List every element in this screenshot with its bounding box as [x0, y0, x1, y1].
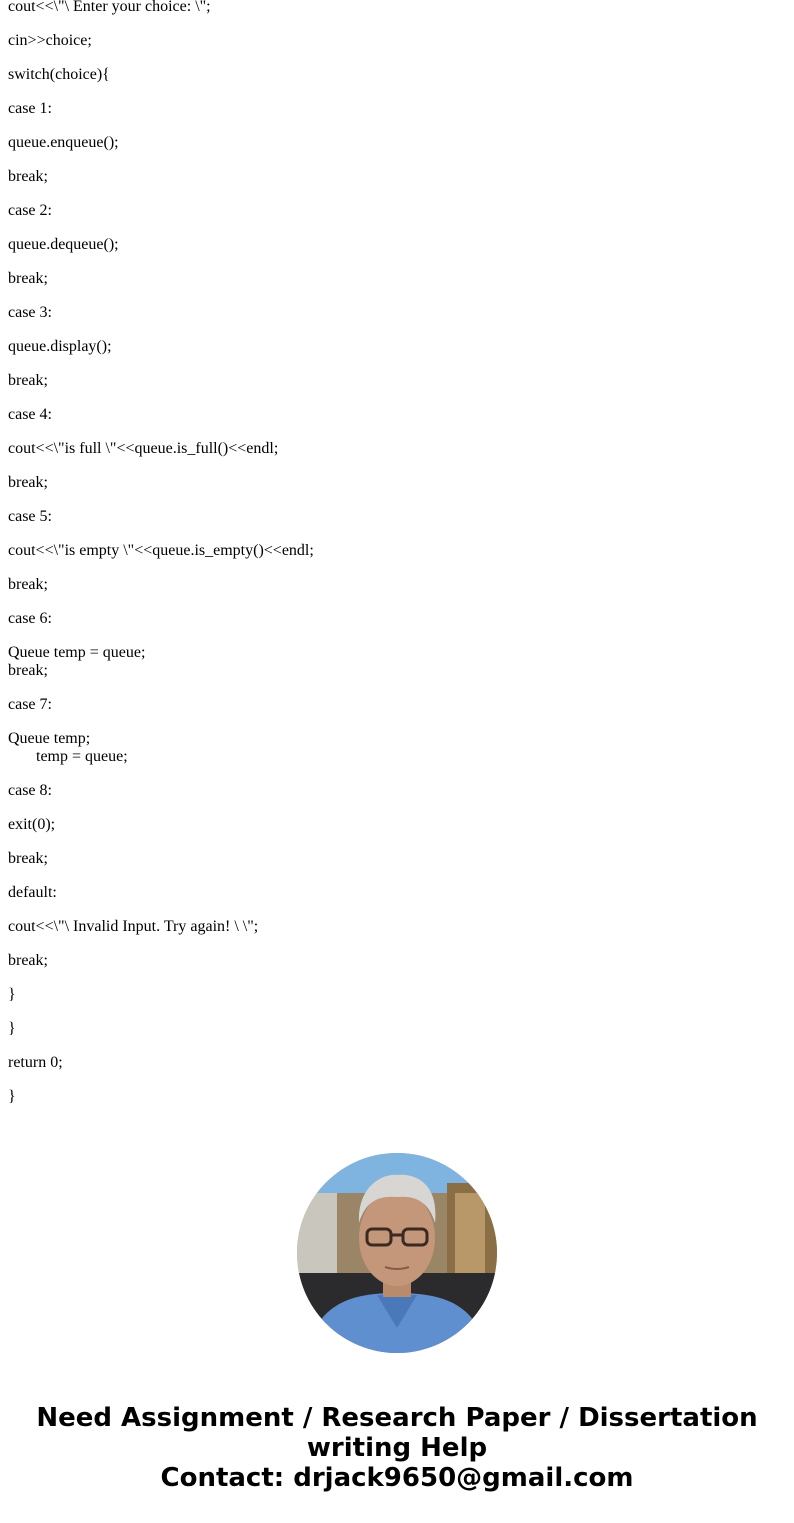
code-text: cout<<\"is full \"<<queue.is_full()<<endl; [8, 440, 279, 457]
code-text: break; [8, 662, 48, 679]
code-line [8, 610, 778, 628]
code-listing [8, 0, 778, 1122]
code-text: cout<<\"\ Invalid Input. Try again! \ \"; [8, 918, 259, 935]
code-line [8, 32, 778, 50]
footer-line-2: writing Help [306, 1433, 488, 1463]
code-text: case 5: [8, 508, 52, 525]
code-text: queue.display(); [8, 338, 112, 355]
code-text: break; [8, 372, 48, 389]
code-line [8, 304, 778, 322]
code-text: case 7: [8, 696, 52, 713]
code-text: break; [8, 474, 48, 491]
code-text: exit(0); [8, 816, 56, 833]
code-line [8, 730, 778, 766]
code-line [8, 782, 778, 800]
code-text: break; [8, 270, 48, 287]
footer-line-1: Need Assignment / Research Paper / Dissertation [36, 1403, 758, 1433]
code-line [8, 66, 778, 84]
code-text: case 2: [8, 202, 52, 219]
code-text: queue.enqueue(); [8, 134, 119, 151]
code-line [8, 372, 778, 390]
code-line [8, 508, 778, 526]
code-text: case 3: [8, 304, 52, 321]
code-line [8, 1054, 778, 1072]
code-line [8, 202, 778, 220]
code-line [8, 236, 778, 254]
code-text: break; [8, 576, 48, 593]
code-text: default: [8, 884, 57, 901]
code-line [8, 338, 778, 356]
code-text: break; [8, 168, 48, 185]
code-text: break; [8, 952, 48, 969]
code-text: case 1: [8, 100, 52, 117]
code-line [8, 644, 778, 680]
code-text: cin>>choice; [8, 32, 92, 49]
contact-email: Contact: drjack9650@gmail.com [160, 1463, 634, 1493]
code-line [8, 1088, 778, 1106]
code-text: cout<<\"is empty \"<<queue.is_empty()<<endl; [8, 542, 314, 559]
code-line [8, 270, 778, 288]
code-line [8, 0, 778, 16]
code-text: } [8, 1020, 16, 1037]
code-text: Queue temp; [8, 730, 91, 747]
code-line [8, 440, 778, 458]
code-text: case 6: [8, 610, 52, 627]
code-text: case 8: [8, 782, 52, 799]
code-text: } [8, 1088, 16, 1105]
code-line [8, 816, 778, 834]
code-line [8, 406, 778, 424]
code-line [8, 134, 778, 152]
code-line [8, 1020, 778, 1038]
code-line [8, 884, 778, 902]
code-line [8, 696, 778, 714]
code-text: break; [8, 850, 48, 867]
code-text: cout<<\"\ Enter your choice: \"; [8, 0, 211, 15]
code-line [8, 986, 778, 1004]
code-text: temp = queue; [8, 748, 128, 765]
code-line [8, 850, 778, 868]
code-text: return 0; [8, 1054, 63, 1071]
code-text: } [8, 986, 16, 1003]
code-line [8, 952, 778, 970]
code-line [8, 474, 778, 492]
code-line [8, 542, 778, 560]
code-line [8, 576, 778, 594]
code-text: case 4: [8, 406, 52, 423]
author-photo [297, 1153, 497, 1353]
author-avatar [297, 1153, 497, 1353]
code-text: switch(choice){ [8, 66, 110, 83]
code-text: Queue temp = queue; [8, 644, 146, 661]
code-text: queue.dequeue(); [8, 236, 119, 253]
code-line [8, 100, 778, 118]
code-line [8, 918, 778, 936]
code-line [8, 168, 778, 186]
contact-banner [0, 1403, 794, 1493]
